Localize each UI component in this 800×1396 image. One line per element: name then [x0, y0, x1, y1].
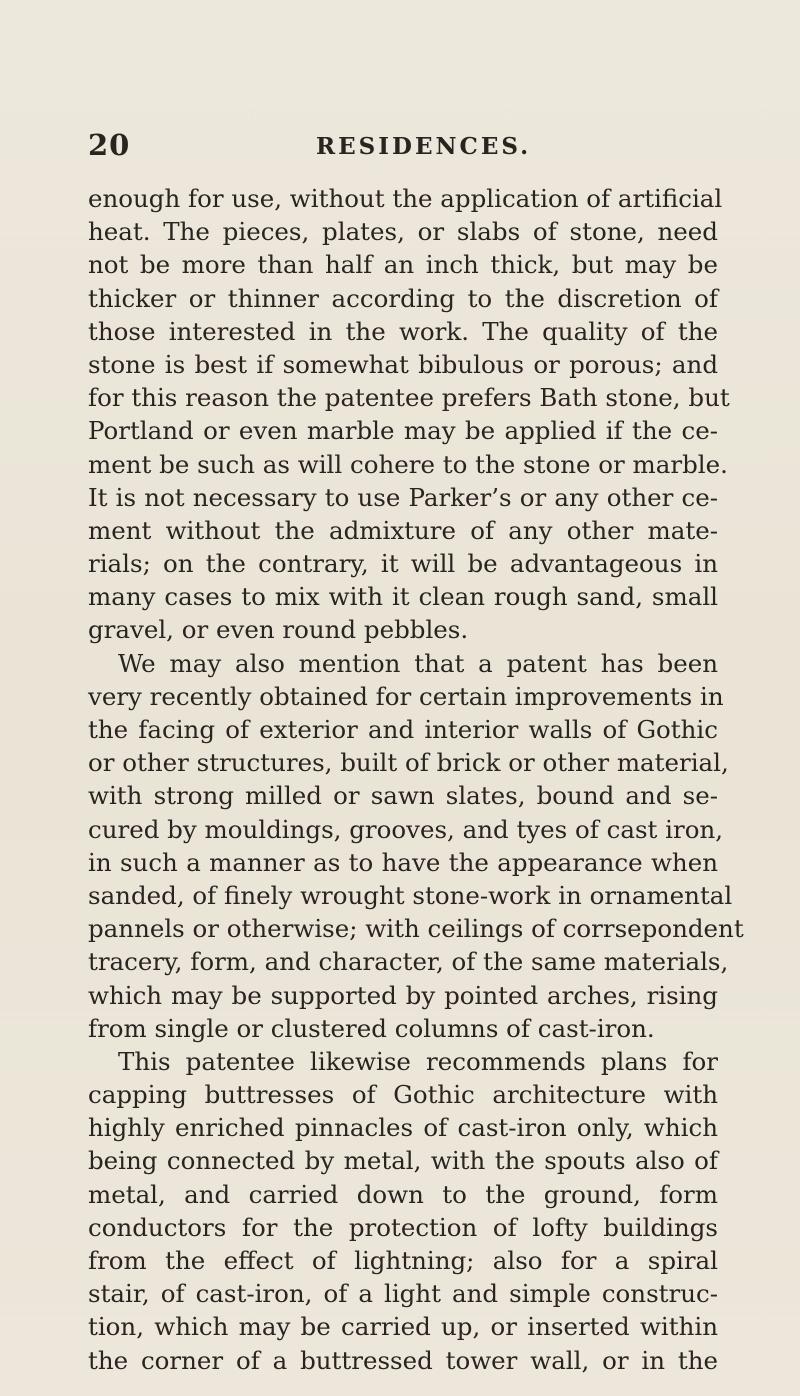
running-title: RESIDENCES. — [316, 133, 532, 160]
text-line: being connected by metal, with the spouts also of — [88, 1146, 718, 1176]
text-line: thicker or thinner according to the discretion of — [88, 283, 718, 313]
text-line: sanded, of finely wrought stone-work in ornamental — [88, 880, 733, 910]
text-line: for this reason the patentee prefers Bath stone, but — [88, 383, 730, 413]
text-line: stone is best if somewhat bibulous or porous; and — [88, 349, 718, 379]
text-line: stair, of cast-iron, of a light and simple construc- — [88, 1279, 718, 1309]
text-line: in such a manner as to have the appearance when — [88, 847, 718, 877]
text-line: conductors for the protection of lofty buildings — [88, 1212, 718, 1242]
running-head — [88, 128, 738, 168]
text-line: from single or clustered columns of cast-iron. — [88, 1013, 655, 1043]
text-line: highly enriched pinnacles of cast-iron only, which — [88, 1113, 718, 1143]
text-line: with strong milled or sawn slates, bound and se- — [88, 781, 718, 811]
text-line: the facing of exterior and interior walls of Gothic — [88, 715, 718, 744]
text-line: gravel, or even round pebbles. — [88, 615, 469, 645]
text-line: pannels or otherwise; with ceilings of corrsepondent — [88, 914, 744, 944]
text-line: or other structures, built of brick or other material, — [88, 748, 729, 778]
text-line: capping buttresses of Gothic architecture with — [88, 1080, 718, 1110]
text-line: not be more than half an inch thick, but may be — [88, 250, 718, 280]
text-line: enough for use, without the application of artificial — [88, 184, 723, 213]
text-line: It is not necessary to use Parker’s or any other ce- — [88, 482, 718, 512]
text-line: tion, which may be carried up, or inserted within — [88, 1312, 718, 1342]
text-line: This patentee likewise recommends plans for — [118, 1046, 718, 1076]
text-line: the corner of a buttressed tower wall, or in the — [88, 1345, 718, 1375]
body-text — [88, 182, 744, 1377]
text-line: Portland or even marble may be applied if the ce- — [88, 416, 718, 446]
text-line: We may also mention that a patent has been — [118, 648, 718, 678]
text-line: many cases to mix with it clean rough sand, small — [88, 582, 718, 612]
text-line: cured by mouldings, grooves, and tyes of cast iron, — [88, 814, 724, 844]
text-line: heat. The pieces, plates, or slabs of stone, need — [88, 217, 718, 247]
page-number: 20 — [88, 128, 131, 162]
text-line: from the effect of lightning; also for a spiral — [88, 1246, 718, 1275]
text-line: which may be supported by pointed arches, rising — [88, 980, 718, 1010]
text-line: very recently obtained for certain improvements in — [88, 681, 724, 711]
text-line: rials; on the contrary, it will be advantageous in — [88, 549, 718, 579]
text-line: metal, and carried down to the ground, form — [88, 1179, 718, 1209]
text-line: ment without the admixture of any other mate- — [88, 515, 718, 545]
text-line: tracery, form, and character, of the same materials, — [88, 947, 729, 977]
text-line: those interested in the work. The quality of the — [88, 316, 718, 346]
text-line: ment be such as will cohere to the stone or marble. — [88, 449, 728, 479]
